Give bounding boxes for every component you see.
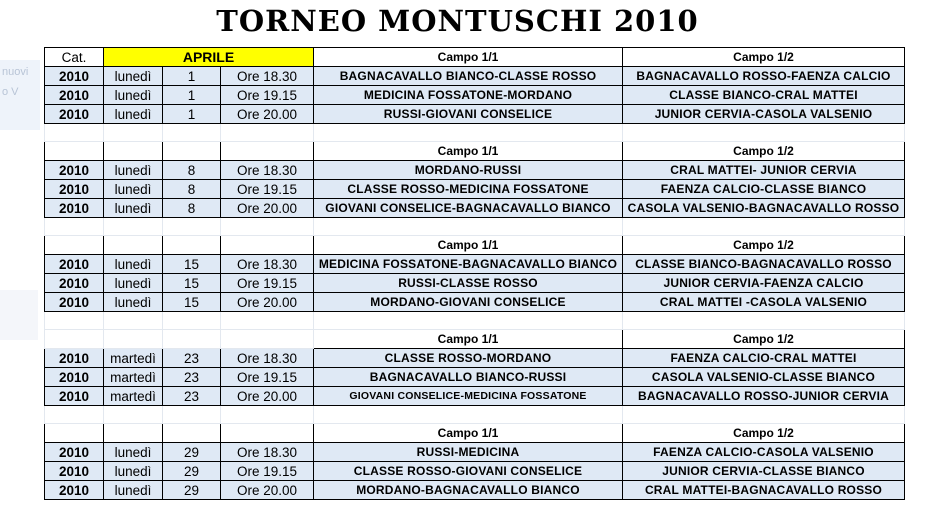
category-cell: 2010 [45,481,104,500]
campo-2-match-cell: CRAL MATTEI -CASOLA VALSENIO [623,293,905,312]
empty-cell [104,142,163,161]
category-cell: 2010 [45,443,104,462]
campo-1-match-cell: RUSSI-CLASSE ROSSO [314,274,623,293]
campo-2-match-cell: CLASSE BIANCO-BAGNACAVALLO ROSSO [623,255,905,274]
campo-2-match-cell: JUNIOR CERVIA-FAENZA CALCIO [623,274,905,293]
campo-1-match-cell: RUSSI-GIOVANI CONSELICE [314,105,623,124]
time-cell: Ore 18.30 [221,443,314,462]
spacer-row [45,406,905,424]
campo-2-match-cell: JUNIOR CERVIA-CLASSE BIANCO [623,462,905,481]
date-cell: 1 [163,86,221,105]
empty-cell [163,142,221,161]
round-header-row [45,330,905,349]
category-cell: 2010 [45,349,104,368]
match-row [45,86,905,105]
empty-cell [104,406,163,424]
category-cell: 2010 [45,274,104,293]
campo-2-match-cell: CRAL MATTEI- JUNIOR CERVIA [623,161,905,180]
match-row [45,481,905,500]
empty-cell [104,312,163,330]
campo-2-header: Campo 1/2 [623,330,905,349]
day-cell: lunedì [104,67,163,86]
empty-cell [163,424,221,443]
background-artifact [0,290,38,340]
day-cell: lunedì [104,443,163,462]
campo-2-match-cell: JUNIOR CERVIA-CASOLA VALSENIO [623,105,905,124]
campo-1-match-cell: BAGNACAVALLO BIANCO-CLASSE ROSSO [314,67,623,86]
day-cell: lunedì [104,86,163,105]
date-cell: 15 [163,274,221,293]
empty-cell [45,406,104,424]
campo-1-header: Campo 1/1 [314,424,623,443]
time-cell: Ore 18.30 [221,161,314,180]
spacer-row [45,218,905,236]
empty-cell [623,218,905,236]
empty-cell [314,312,623,330]
category-cell: 2010 [45,86,104,105]
date-cell: 1 [163,67,221,86]
day-cell: lunedì [104,255,163,274]
campo-2-match-cell: FAENZA CALCIO-CLASSE BIANCO [623,180,905,199]
day-cell: martedì [104,368,163,387]
time-cell: Ore 20.00 [221,293,314,312]
match-row [45,462,905,481]
time-cell: Ore 20.00 [221,105,314,124]
category-cell: 2010 [45,368,104,387]
round-header-row [45,424,905,443]
match-row [45,349,905,368]
empty-cell [623,124,905,142]
empty-cell [221,124,314,142]
month-header: APRILE [104,48,314,67]
empty-cell [314,218,623,236]
empty-cell [221,142,314,161]
campo-2-match-cell: BAGNACAVALLO ROSSO-JUNIOR CERVIA [623,387,905,406]
day-cell: lunedì [104,199,163,218]
empty-cell [45,236,104,255]
date-cell: 23 [163,387,221,406]
campo-1-header: Campo 1/1 [314,48,623,67]
campo-1-match-cell: GIOVANI CONSELICE-MEDICINA FOSSATONE [314,387,623,406]
match-row [45,387,905,406]
schedule-table [44,47,905,500]
empty-cell [163,312,221,330]
campo-2-header: Campo 1/2 [623,48,905,67]
campo-1-match-cell: MEDICINA FOSSATONE-MORDANO [314,86,623,105]
empty-cell [104,424,163,443]
empty-cell [221,312,314,330]
empty-cell [314,406,623,424]
empty-cell [163,218,221,236]
time-cell: Ore 19.15 [221,180,314,199]
category-cell: 2010 [45,387,104,406]
campo-2-header: Campo 1/2 [623,236,905,255]
empty-cell [163,406,221,424]
empty-cell [314,124,623,142]
date-cell: 29 [163,462,221,481]
match-row [45,67,905,86]
empty-cell [163,124,221,142]
campo-2-match-cell: CASOLA VALSENIO-CLASSE BIANCO [623,368,905,387]
campo-2-header: Campo 1/2 [623,424,905,443]
category-cell: 2010 [45,161,104,180]
time-cell: Ore 19.15 [221,86,314,105]
date-cell: 8 [163,199,221,218]
background-text: o V [2,86,19,98]
match-row [45,199,905,218]
campo-2-match-cell: FAENZA CALCIO-CRAL MATTEI [623,349,905,368]
match-row [45,161,905,180]
day-cell: lunedì [104,105,163,124]
category-cell: 2010 [45,255,104,274]
match-row [45,293,905,312]
time-cell: Ore 20.00 [221,199,314,218]
date-cell: 8 [163,180,221,199]
date-cell: 8 [163,161,221,180]
page-title: TORNEO MONTUSCHI 2010 [216,4,699,38]
date-cell: 23 [163,368,221,387]
match-row [45,368,905,387]
empty-cell [623,406,905,424]
match-row [45,274,905,293]
date-cell: 23 [163,349,221,368]
empty-cell [221,424,314,443]
campo-1-header: Campo 1/1 [314,330,623,349]
match-row [45,105,905,124]
round-header-row [45,236,905,255]
campo-1-header: Campo 1/1 [314,142,623,161]
time-cell: Ore 19.15 [221,274,314,293]
empty-cell [104,124,163,142]
date-cell: 29 [163,481,221,500]
empty-cell [45,312,104,330]
time-cell: Ore 18.30 [221,67,314,86]
campo-1-match-cell: CLASSE ROSSO-GIOVANI CONSELICE [314,462,623,481]
category-cell: 2010 [45,67,104,86]
cat-header: Cat. [45,48,104,67]
category-cell: 2010 [45,462,104,481]
spacer-row [45,312,905,330]
campo-2-match-cell: BAGNACAVALLO ROSSO-FAENZA CALCIO [623,67,905,86]
empty-cell [104,330,163,349]
date-cell: 29 [163,443,221,462]
empty-cell [45,424,104,443]
campo-2-match-cell: FAENZA CALCIO-CASOLA VALSENIO [623,443,905,462]
spacer-row [45,124,905,142]
day-cell: martedì [104,349,163,368]
day-cell: lunedì [104,180,163,199]
time-cell: Ore 20.00 [221,481,314,500]
match-row [45,255,905,274]
round-header-row [45,142,905,161]
category-cell: 2010 [45,180,104,199]
empty-cell [104,236,163,255]
date-cell: 1 [163,105,221,124]
time-cell: Ore 19.15 [221,368,314,387]
round-header-row [45,48,905,67]
empty-cell [45,330,104,349]
day-cell: martedì [104,387,163,406]
day-cell: lunedì [104,293,163,312]
date-cell: 15 [163,255,221,274]
category-cell: 2010 [45,293,104,312]
day-cell: lunedì [104,462,163,481]
time-cell: Ore 19.15 [221,462,314,481]
empty-cell [623,312,905,330]
empty-cell [163,330,221,349]
day-cell: lunedì [104,274,163,293]
background-text: nuovi [2,66,29,78]
empty-cell [45,142,104,161]
campo-1-match-cell: CLASSE ROSSO-MORDANO [314,349,623,368]
empty-cell [45,124,104,142]
time-cell: Ore 18.30 [221,349,314,368]
category-cell: 2010 [45,199,104,218]
campo-1-match-cell: BAGNACAVALLO BIANCO-RUSSI [314,368,623,387]
campo-1-match-cell: GIOVANI CONSELICE-BAGNACAVALLO BIANCO [314,199,623,218]
day-cell: lunedì [104,481,163,500]
campo-1-match-cell: MORDANO-GIOVANI CONSELICE [314,293,623,312]
campo-1-match-cell: RUSSI-MEDICINA [314,443,623,462]
campo-1-match-cell: MORDANO-RUSSI [314,161,623,180]
empty-cell [221,330,314,349]
campo-2-header: Campo 1/2 [623,142,905,161]
campo-2-match-cell: CLASSE BIANCO-CRAL MATTEI [623,86,905,105]
empty-cell [104,218,163,236]
campo-1-match-cell: CLASSE ROSSO-MEDICINA FOSSATONE [314,180,623,199]
match-row [45,443,905,462]
time-cell: Ore 18.30 [221,255,314,274]
empty-cell [221,218,314,236]
campo-1-match-cell: MEDICINA FOSSATONE-BAGNACAVALLO BIANCO [314,255,623,274]
category-cell: 2010 [45,105,104,124]
campo-1-header: Campo 1/1 [314,236,623,255]
empty-cell [221,236,314,255]
campo-2-match-cell: CASOLA VALSENIO-BAGNACAVALLO ROSSO [623,199,905,218]
time-cell: Ore 20.00 [221,387,314,406]
campo-1-match-cell: MORDANO-BAGNACAVALLO BIANCO [314,481,623,500]
match-row [45,180,905,199]
date-cell: 15 [163,293,221,312]
empty-cell [45,218,104,236]
campo-2-match-cell: CRAL MATTEI-BAGNACAVALLO ROSSO [623,481,905,500]
empty-cell [163,236,221,255]
day-cell: lunedì [104,161,163,180]
empty-cell [221,406,314,424]
